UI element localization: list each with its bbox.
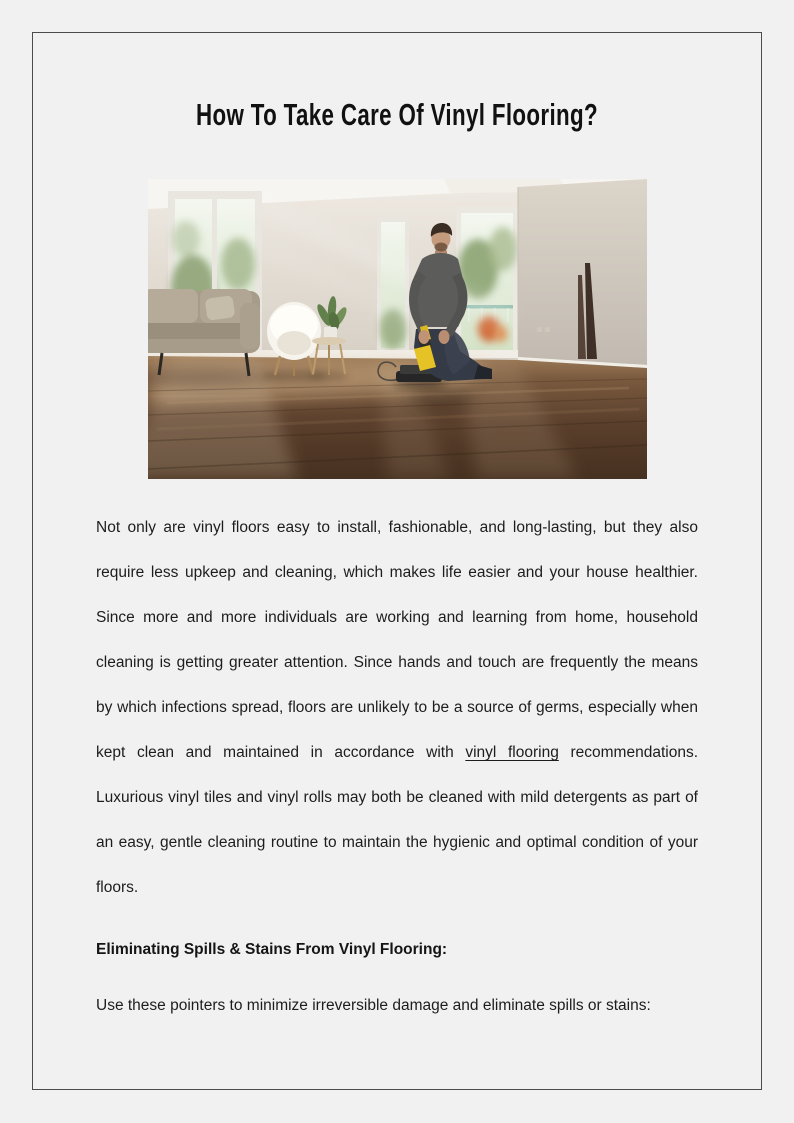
- article-body: [96, 505, 698, 1016]
- intro-paragraph: [96, 505, 698, 910]
- intro-paragraph-before-link: Not only are vinyl floors easy to install, fashionable, and long-lasting, but they also require less upkeep and cleaning, which makes life easier and your house healthier. Since more and more individuals are working and learning from home, household cleaning is getting greater attention. Since hands and touch are frequently the means by which infections spread, floors are unlikely to be a source of germs, especially when kept clean and maintained in accordance with: [96, 519, 698, 761]
- intro-paragraph-after-link: recommendations. Luxurious vinyl tiles and vinyl rolls may both be cleaned with mild detergents as part of an easy, gentle cleaning routine to maintain the hygienic and optimal condition of your floors.: [96, 744, 698, 896]
- document-sheet: [32, 32, 762, 1090]
- hero-image: [148, 179, 647, 479]
- page-title: How To Take Care Of Vinyl Flooring?: [195, 97, 599, 132]
- tips-intro-paragraph: Use these pointers to minimize irreversible damage and eliminate spills or stains:: [96, 997, 651, 1014]
- hero-photo-illustration: [148, 179, 647, 479]
- vinyl-flooring-link[interactable]: vinyl flooring: [465, 744, 559, 761]
- section-heading: Eliminating Spills & Stains From Vinyl Flooring:: [96, 941, 448, 958]
